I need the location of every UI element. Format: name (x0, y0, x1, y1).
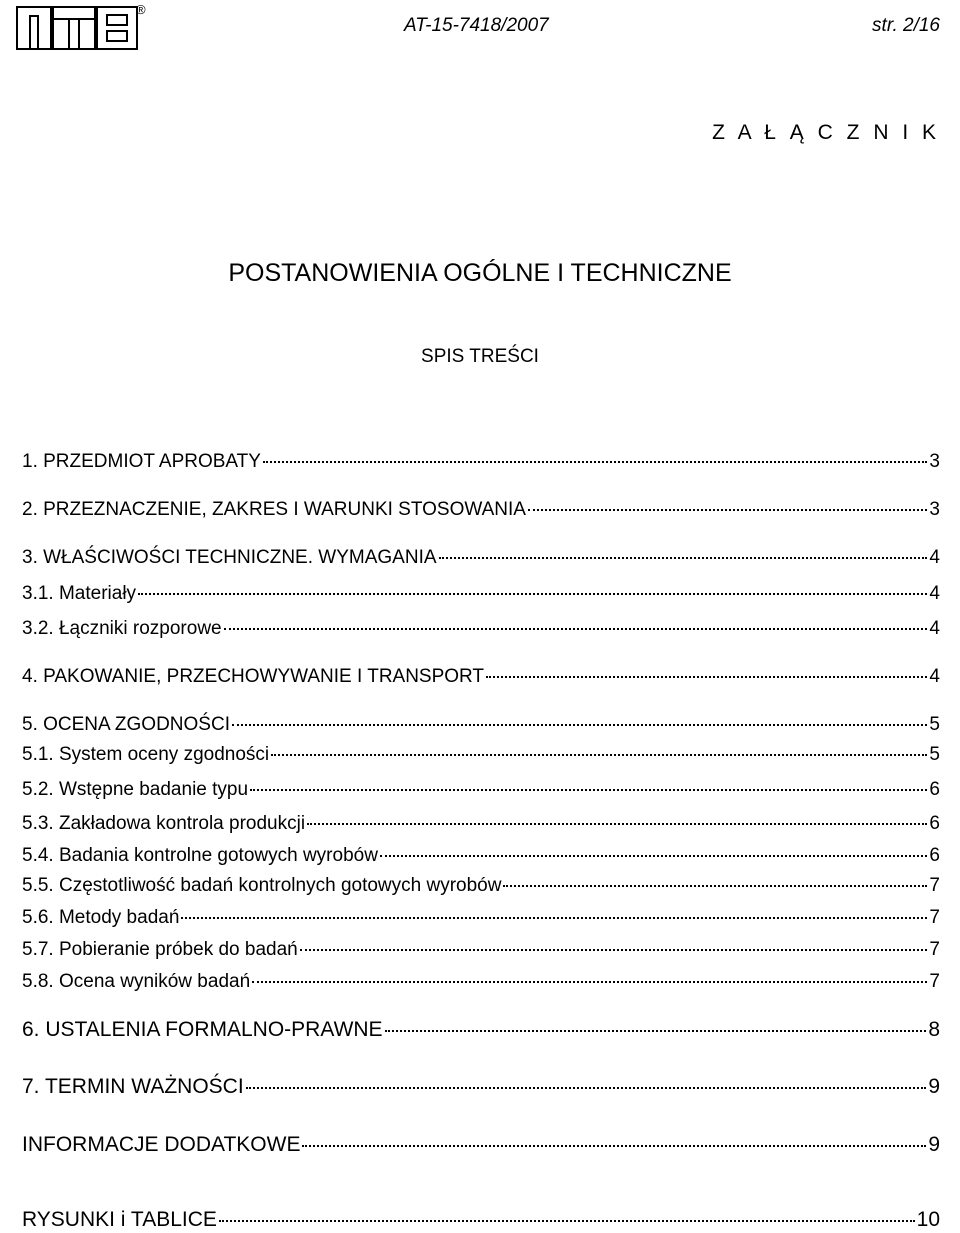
table-of-contents (22, 0, 940, 1229)
toc-entry-page: 4 (929, 583, 940, 604)
toc-entry-page: 4 (929, 618, 940, 639)
toc-title: SPIS TREŚCI (421, 346, 539, 367)
toc-entry-label: 1. PRZEDMIOT APROBATY (22, 451, 261, 472)
toc-entry-label: 5.2. Wstępne badanie typu (22, 779, 249, 800)
toc-entry[interactable] (22, 450, 940, 474)
toc-dot-leader (300, 949, 928, 951)
toc-entry-page: 6 (929, 845, 940, 866)
toc-entry-label: 5.8. Ocena wyników badań (22, 971, 251, 992)
toc-entry-page: 7 (929, 971, 940, 992)
toc-entry[interactable] (22, 743, 940, 767)
toc-dot-leader (380, 855, 927, 857)
toc-entry-label: 5.4. Badania kontrolne gotowych wyrobów (22, 845, 378, 866)
toc-entry[interactable] (22, 778, 940, 802)
toc-dot-leader (224, 628, 928, 630)
registered-mark: ® (136, 2, 146, 17)
toc-entry-label: 4. PAKOWANIE, PRZECHOWYWANIE I TRANSPORT (22, 666, 485, 687)
toc-entry-label: 3.1. Materiały (22, 583, 137, 604)
toc-entry-page: 7 (929, 907, 940, 928)
toc-entry-page: 5 (929, 714, 940, 735)
toc-entry-page: 6 (929, 813, 940, 834)
toc-entry-label: 5.7. Pobieranie próbek do badań (22, 939, 298, 960)
toc-entry[interactable] (22, 1074, 940, 1100)
toc-entry[interactable] (22, 844, 940, 868)
toc-entry-page: 3 (929, 451, 940, 472)
toc-entry[interactable] (22, 546, 940, 570)
toc-entry-page: 7 (929, 939, 940, 960)
toc-entry[interactable] (22, 617, 940, 641)
toc-dot-leader (252, 981, 927, 983)
toc-dot-leader (271, 754, 927, 756)
toc-dot-leader (307, 823, 927, 825)
toc-entry-page: 6 (929, 779, 940, 800)
toc-entry-label: RYSUNKI i TABLICE (22, 1208, 217, 1231)
toc-dot-leader (138, 593, 927, 595)
toc-entry[interactable] (22, 938, 940, 962)
toc-entry-page: 10 (916, 1208, 940, 1231)
toc-dot-leader (385, 1030, 927, 1032)
toc-dot-leader (528, 509, 928, 511)
toc-entry[interactable] (22, 665, 940, 689)
toc-entry[interactable] (22, 970, 940, 994)
toc-entry-label: INFORMACJE DODATKOWE (22, 1133, 301, 1156)
toc-entry[interactable] (22, 713, 940, 737)
toc-dot-leader (246, 1087, 927, 1089)
toc-entry-label: 7. TERMIN WAŻNOŚCI (22, 1075, 244, 1098)
toc-dot-leader (302, 1145, 926, 1147)
toc-dot-leader (503, 885, 927, 887)
toc-entry[interactable] (22, 812, 940, 836)
toc-entry-label: 5.1. System oceny zgodności (22, 744, 270, 765)
toc-dot-leader (232, 724, 927, 726)
toc-entry[interactable] (22, 1017, 940, 1043)
toc-entry[interactable] (22, 582, 940, 606)
toc-dot-leader (439, 557, 928, 559)
toc-entry-label: 5. OCENA ZGODNOŚCI (22, 714, 230, 735)
toc-entry-label: 6. USTALENIA FORMALNO-PRAWNE (22, 1018, 383, 1041)
toc-entry-label: 5.3. Zakładowa kontrola produkcji (22, 813, 306, 834)
main-title: POSTANOWIENIA OGÓLNE I TECHNICZNE (228, 259, 732, 287)
toc-entry[interactable] (22, 1132, 940, 1158)
toc-entry-page: 4 (929, 547, 940, 568)
toc-dot-leader (181, 917, 927, 919)
toc-entry-label: 5.6. Metody badań (22, 907, 180, 928)
toc-entry-label: 3.2. Łączniki rozporowe (22, 618, 222, 639)
toc-entry[interactable] (22, 874, 940, 898)
toc-entry-page: 4 (929, 666, 940, 687)
toc-entry-page: 7 (929, 875, 940, 896)
toc-entry-label: 2. PRZEZNACZENIE, ZAKRES I WARUNKI STOSOWANIA (22, 499, 526, 520)
toc-entry[interactable] (22, 498, 940, 522)
toc-entry-page: 5 (929, 744, 940, 765)
toc-dot-leader (219, 1220, 915, 1222)
toc-dot-leader (486, 676, 927, 678)
toc-entry-page: 9 (928, 1075, 940, 1098)
toc-entry[interactable] (22, 1207, 940, 1233)
toc-entry-page: 9 (928, 1133, 940, 1156)
document-number: AT-15-7418/2007 (404, 15, 549, 36)
toc-entry-label: 5.5. Częstotliwość badań kontrolnych gotowych wyrobów (22, 875, 502, 896)
toc-entry-page: 3 (929, 499, 940, 520)
annex-heading: Z A Ł Ą C Z N I K (712, 121, 940, 144)
toc-entry-label: 3. WŁAŚCIWOŚCI TECHNICZNE. WYMAGANIA (22, 547, 437, 568)
toc-dot-leader (263, 461, 927, 463)
toc-entry-page: 8 (928, 1018, 940, 1041)
toc-entry[interactable] (22, 906, 940, 930)
page-number: str. 2/16 (872, 15, 940, 36)
toc-dot-leader (250, 789, 927, 791)
